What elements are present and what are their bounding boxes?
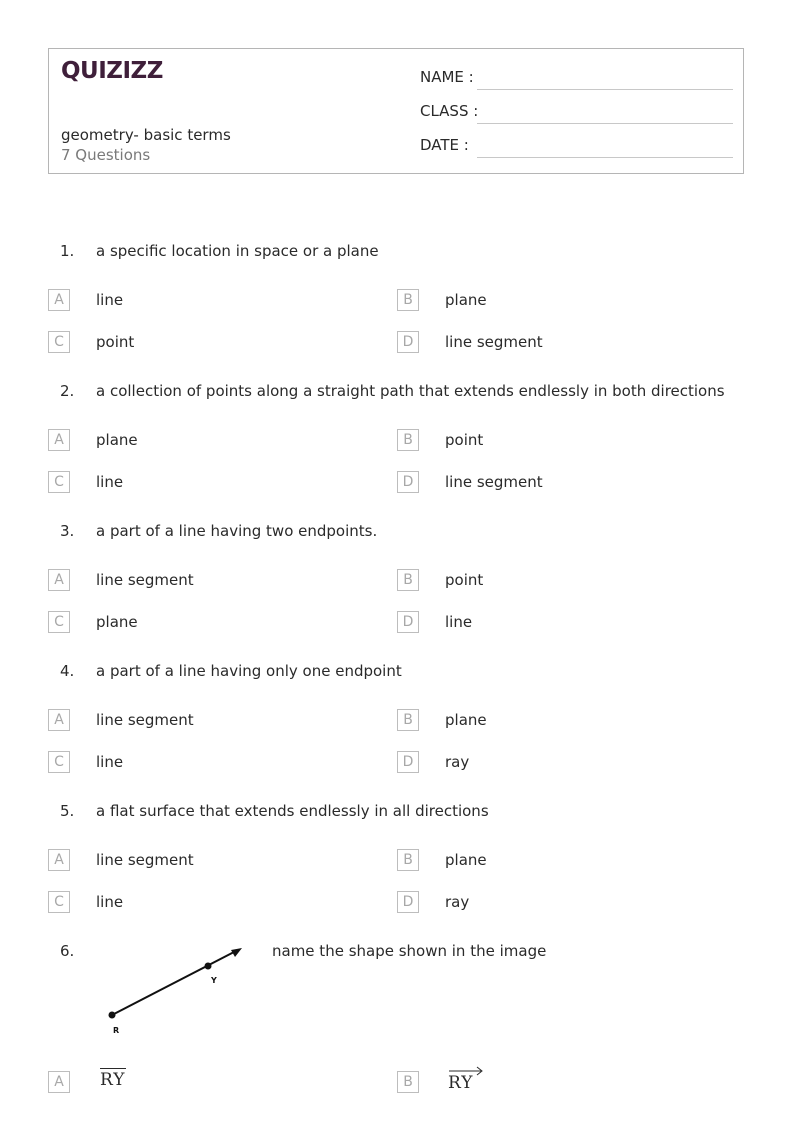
q1-option-b-text: plane: [445, 291, 487, 309]
question-3-number: 3.: [60, 522, 75, 540]
q5-option-a-box[interactable]: A: [48, 849, 70, 871]
q6-option-a-text: RY: [100, 1070, 126, 1090]
q1-option-d-text: line segment: [445, 333, 543, 351]
q5-option-d-box[interactable]: D: [397, 891, 419, 913]
q6-option-a-segment: [100, 1070, 126, 1090]
question-count: 7 Questions: [61, 146, 151, 164]
question-5-number: 5.: [60, 802, 75, 820]
q5-option-b-text: plane: [445, 851, 487, 869]
q3-option-c-box[interactable]: C: [48, 611, 70, 633]
question-2-text: a collection of points along a straight path that extends endlessly in both directions: [96, 382, 725, 400]
q1-option-c-text: point: [96, 333, 135, 351]
q2-option-b-box[interactable]: B: [397, 429, 419, 451]
class-label: CLASS :: [420, 102, 479, 120]
question-2-number: 2.: [60, 382, 75, 400]
q2-option-b-text: point: [445, 431, 484, 449]
q1-option-a-text: line: [96, 291, 124, 309]
date-label: DATE :: [420, 136, 469, 154]
q3-option-c-text: plane: [96, 613, 138, 631]
q4-option-b-box[interactable]: B: [397, 709, 419, 731]
q2-option-a-box[interactable]: A: [48, 429, 70, 451]
q1-option-b-box[interactable]: B: [397, 289, 419, 311]
name-label: NAME :: [420, 68, 474, 86]
q3-option-b-box[interactable]: B: [397, 569, 419, 591]
q4-option-b-text: plane: [445, 711, 487, 729]
q3-option-d-box[interactable]: D: [397, 611, 419, 633]
q3-option-d-text: line: [445, 613, 473, 631]
q5-option-c-box[interactable]: C: [48, 891, 70, 913]
question-4-number: 4.: [60, 662, 75, 680]
q4-option-d-text: ray: [445, 753, 470, 771]
question-6-text: name the shape shown in the image: [272, 942, 547, 960]
ray-notation: [448, 1066, 474, 1093]
q2-option-d-box[interactable]: D: [397, 471, 419, 493]
q6-option-b-box[interactable]: B: [397, 1071, 419, 1093]
worksheet-title: geometry- basic terms: [61, 126, 231, 144]
q2-option-c-text: line: [96, 473, 124, 491]
q3-option-a-box[interactable]: A: [48, 569, 70, 591]
q1-option-d-box[interactable]: D: [397, 331, 419, 353]
q5-option-d-text: ray: [445, 893, 470, 911]
q5-option-b-box[interactable]: B: [397, 849, 419, 871]
question-4-text: a part of a line having only one endpoint: [96, 662, 402, 680]
point-y-label: Y: [211, 976, 217, 985]
point-r-label: R: [113, 1026, 120, 1035]
q2-option-d-text: line segment: [445, 473, 543, 491]
question-1-text: a specific location in space or a plane: [96, 242, 379, 260]
date-field[interactable]: [477, 157, 733, 158]
point-y-dot: [205, 963, 212, 970]
q5-option-c-text: line: [96, 893, 124, 911]
q5-option-a-text: line segment: [96, 851, 194, 869]
q4-option-a-text: line segment: [96, 711, 194, 729]
question-1-number: 1.: [60, 242, 75, 260]
q4-option-a-box[interactable]: A: [48, 709, 70, 731]
q1-option-c-box[interactable]: C: [48, 331, 70, 353]
class-field[interactable]: [477, 123, 733, 124]
question-6-number: 6.: [60, 942, 75, 960]
ray-arrowhead: [231, 948, 242, 957]
q4-option-c-text: line: [96, 753, 124, 771]
q2-option-a-text: plane: [96, 431, 138, 449]
q4-option-c-box[interactable]: C: [48, 751, 70, 773]
name-field[interactable]: [477, 89, 733, 90]
q1-option-a-box[interactable]: A: [48, 289, 70, 311]
q3-option-a-text: line segment: [96, 571, 194, 589]
q4-option-d-box[interactable]: D: [397, 751, 419, 773]
q3-option-b-text: point: [445, 571, 484, 589]
point-r-dot: [109, 1012, 116, 1019]
q6-option-b-text: RY: [448, 1073, 474, 1093]
question-5-text: a flat surface that extends endlessly in all directions: [96, 802, 489, 820]
question-3-text: a part of a line having two endpoints.: [96, 522, 378, 540]
ray-figure: [100, 942, 250, 1037]
q2-option-c-box[interactable]: C: [48, 471, 70, 493]
overarrow-icon: [448, 1066, 484, 1076]
quizizz-logo: QUIZIZZ: [61, 58, 163, 84]
q6-option-b-ray: [448, 1066, 474, 1093]
q6-option-a-box[interactable]: A: [48, 1071, 70, 1093]
